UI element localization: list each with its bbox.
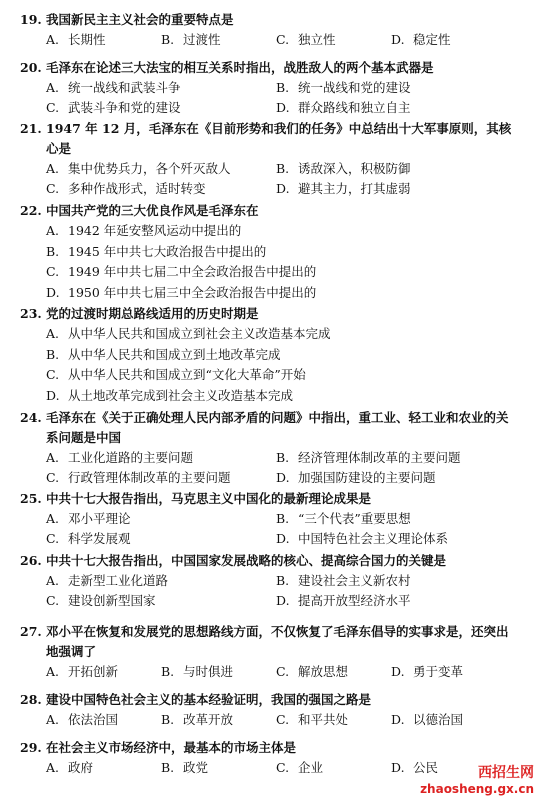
option-list	[20, 159, 520, 199]
answer-option	[46, 529, 276, 549]
option-text: 邓小平理论	[68, 511, 131, 526]
option-text: 以德治国	[413, 712, 464, 727]
option-list	[20, 662, 520, 682]
answer-option	[276, 468, 506, 488]
answer-option	[161, 30, 276, 50]
option-letter: C.	[46, 264, 60, 279]
answer-option	[46, 221, 520, 242]
answer-option	[276, 529, 506, 549]
question-text: 中国共产党的三大优良作风是毛泽东在	[46, 203, 259, 218]
answer-option	[276, 78, 506, 98]
answer-option	[46, 242, 520, 263]
option-text: 建设创新型国家	[68, 593, 156, 608]
answer-option	[46, 509, 276, 529]
answer-option	[46, 468, 276, 488]
option-letter: B.	[161, 760, 175, 775]
option-text: 多种作战形式，适时转变	[68, 181, 206, 196]
answer-option	[46, 324, 520, 345]
question-text: 中共十七大报告指出，中国国家发展战略的核心、提高综合国力的关键是	[46, 553, 447, 568]
option-text: 1942 年延安整风运动中提出的	[68, 223, 242, 238]
option-letter: C.	[46, 181, 60, 196]
option-letter: B.	[161, 32, 175, 47]
option-letter: D.	[46, 284, 60, 300]
question-stem	[20, 304, 520, 324]
option-letter: D.	[276, 593, 290, 608]
option-letter: B.	[46, 243, 60, 259]
option-text: 建设社会主义新农村	[298, 573, 411, 588]
option-letter: A.	[46, 32, 60, 47]
option-letter: D.	[276, 181, 290, 196]
site-watermark	[420, 762, 534, 796]
option-letter: C.	[276, 760, 290, 775]
question-number: 26.	[20, 553, 42, 568]
option-text: 独立性	[298, 32, 336, 47]
question-item	[20, 690, 520, 730]
option-text: 经济管理体制改革的主要问题	[298, 450, 461, 465]
option-text: 与时俱进	[183, 664, 234, 679]
answer-option	[276, 591, 506, 611]
question-item	[20, 58, 520, 118]
option-letter: A.	[46, 511, 60, 526]
answer-option	[46, 365, 520, 386]
answer-option	[276, 448, 506, 468]
option-letter: B.	[276, 511, 290, 526]
option-letter: D.	[391, 712, 405, 727]
question-stem	[20, 58, 520, 78]
option-letter: C.	[276, 664, 290, 679]
option-list	[20, 448, 520, 488]
answer-option	[391, 710, 506, 730]
option-letter: A.	[46, 80, 60, 95]
option-text: 中国特色社会主义理论体系	[298, 531, 449, 546]
option-letter: D.	[391, 760, 405, 775]
option-list	[20, 78, 520, 118]
option-letter: D.	[276, 100, 290, 115]
question-number: 22.	[20, 203, 42, 218]
option-text: 集中优势兵力，各个歼灭敌人	[68, 161, 231, 176]
answer-option	[276, 710, 391, 730]
option-letter: C.	[46, 470, 60, 485]
answer-option	[276, 662, 391, 682]
question-text: 建设中国特色社会主义的基本经验证明，我国的强国之路是	[46, 692, 372, 707]
option-letter: A.	[46, 760, 60, 775]
option-text: 企业	[298, 760, 324, 775]
option-text: 从中华人民共和国成立到社会主义改造基本完成	[68, 326, 331, 341]
option-letter: C.	[46, 100, 60, 115]
answer-option	[46, 179, 276, 199]
option-text: 公民	[413, 760, 439, 775]
question-number: 21.	[20, 121, 42, 136]
question-stem	[20, 489, 520, 509]
question-number: 20.	[20, 60, 42, 75]
option-letter: B.	[276, 573, 290, 588]
option-text: 勇于变革	[413, 664, 464, 679]
option-text: 诱敌深入，积极防御	[298, 161, 411, 176]
watermark-url: zhaosheng.gx.cn	[420, 782, 534, 796]
option-letter: A.	[46, 223, 60, 238]
option-text: 开拓创新	[68, 664, 119, 679]
question-stem	[20, 622, 520, 662]
question-stem	[20, 201, 520, 221]
question-number: 28.	[20, 692, 42, 707]
option-letter: A.	[46, 326, 60, 341]
option-letter: B.	[161, 712, 175, 727]
question-text: 中共十七大报告指出，马克思主义中国化的最新理论成果是	[46, 491, 372, 506]
question-item	[20, 622, 520, 682]
question-stem	[20, 119, 520, 159]
option-text: 长期性	[68, 32, 106, 47]
answer-option	[276, 571, 506, 591]
option-text: “三个代表”重要思想	[298, 511, 411, 526]
answer-option	[276, 30, 391, 50]
option-text: 避其主力，打其虚弱	[298, 181, 411, 196]
option-list	[20, 324, 520, 406]
answer-option	[161, 758, 276, 778]
option-text: 群众路线和独立自主	[298, 100, 411, 115]
answer-option	[161, 662, 276, 682]
answer-option	[46, 448, 276, 468]
option-text: 1950 年中共七届三中全会政治报告中提出的	[68, 284, 317, 300]
option-letter: B.	[276, 450, 290, 465]
answer-option	[276, 98, 506, 118]
question-text: 我国新民主主义社会的重要特点是	[46, 12, 234, 27]
option-letter: A.	[46, 712, 60, 727]
question-text: 邓小平在恢复和发展党的思想路线方面，不仅恢复了毛泽东倡导的实事求是，还突出地强调了	[46, 624, 509, 659]
option-text: 改革开放	[183, 712, 234, 727]
option-text: 行政管理体制改革的主要问题	[68, 470, 231, 485]
option-list	[20, 221, 520, 303]
question-text: 1947 年 12 月，毛泽东在《目前形势和我们的任务》中总结出十大军事原则，其核心是	[46, 121, 512, 156]
option-letter: A.	[46, 450, 60, 465]
answer-option	[46, 345, 520, 366]
option-list	[20, 509, 520, 549]
question-number: 23.	[20, 306, 42, 321]
answer-option	[46, 591, 276, 611]
option-letter: C.	[46, 367, 60, 382]
option-letter: C.	[46, 531, 60, 546]
option-text: 过渡性	[183, 32, 221, 47]
option-letter: D.	[276, 470, 290, 485]
answer-option	[276, 159, 506, 179]
question-item	[20, 201, 520, 303]
option-text: 政党	[183, 760, 209, 775]
option-letter: D.	[276, 531, 290, 546]
option-letter: D.	[46, 387, 60, 403]
option-text: 稳定性	[413, 32, 451, 47]
option-list	[20, 710, 520, 730]
option-text: 加强国防建设的主要问题	[298, 470, 436, 485]
watermark-site-name: 西招生网	[478, 765, 534, 781]
option-letter: D.	[391, 664, 405, 679]
question-number: 25.	[20, 491, 42, 506]
answer-option	[276, 179, 506, 199]
answer-option	[46, 571, 276, 591]
option-text: 1945 年中共七大政治报告中提出的	[68, 243, 267, 259]
option-letter: B.	[161, 664, 175, 679]
question-text: 在社会主义市场经济中，最基本的市场主体是	[46, 740, 297, 755]
option-letter: A.	[46, 161, 60, 176]
option-text: 科学发展观	[68, 531, 131, 546]
question-item	[20, 489, 520, 549]
option-letter: D.	[391, 32, 405, 47]
answer-option	[391, 30, 506, 50]
question-text: 毛泽东在《关于正确处理人民内部矛盾的问题》中指出，重工业、轻工业和农业的关系问题是中国	[46, 410, 509, 445]
answer-option	[46, 30, 161, 50]
option-text: 武装斗争和党的建设	[68, 100, 181, 115]
question-item	[20, 408, 520, 488]
question-stem	[20, 408, 520, 448]
question-stem	[20, 690, 520, 710]
option-list	[20, 30, 520, 50]
question-item	[20, 119, 520, 199]
option-text: 走新型工业化道路	[68, 573, 169, 588]
option-letter: B.	[46, 346, 60, 362]
option-letter: B.	[276, 161, 290, 176]
answer-option	[46, 758, 161, 778]
option-letter: A.	[46, 664, 60, 679]
option-letter: C.	[46, 593, 60, 608]
answer-option	[391, 662, 506, 682]
option-text: 1949 年中共七届二中全会政治报告中提出的	[68, 264, 317, 279]
option-text: 依法治国	[68, 712, 119, 727]
question-stem	[20, 551, 520, 571]
answer-option	[46, 662, 161, 682]
question-text: 党的过渡时期总路线适用的历史时期是	[46, 306, 259, 321]
question-item	[20, 551, 520, 611]
question-number: 27.	[20, 624, 42, 639]
option-text: 提高开放型经济水平	[298, 593, 411, 608]
option-text: 和平共处	[298, 712, 349, 727]
question-number: 24.	[20, 410, 42, 425]
answer-option	[161, 710, 276, 730]
option-text: 统一战线和党的建设	[298, 80, 411, 95]
answer-option	[46, 262, 520, 283]
question-item	[20, 304, 520, 406]
question-stem	[20, 738, 520, 758]
question-stem	[20, 10, 520, 30]
option-letter: C.	[276, 32, 290, 47]
option-text: 统一战线和武装斗争	[68, 80, 181, 95]
answer-option	[46, 710, 161, 730]
answer-option	[46, 386, 520, 407]
question-number: 19.	[20, 12, 42, 27]
answer-option	[46, 98, 276, 118]
question-item	[20, 10, 520, 50]
option-text: 从中华人民共和国成立到土地改革完成	[68, 346, 281, 362]
question-number: 29.	[20, 740, 42, 755]
option-letter: C.	[276, 712, 290, 727]
option-text: 从土地改革完成到社会主义改造基本完成	[68, 387, 294, 403]
option-letter: B.	[276, 80, 290, 95]
answer-option	[46, 78, 276, 98]
option-text: 工业化道路的主要问题	[68, 450, 194, 465]
answer-option	[46, 159, 276, 179]
option-text: 解放思想	[298, 664, 349, 679]
option-text: 政府	[68, 760, 94, 775]
answer-option	[276, 758, 391, 778]
answer-option	[46, 283, 520, 304]
option-list	[20, 571, 520, 611]
option-text: 从中华人民共和国成立到“文化大革命”开始	[68, 367, 306, 382]
option-letter: A.	[46, 573, 60, 588]
answer-option	[276, 509, 506, 529]
question-text: 毛泽东在论述三大法宝的相互关系时指出，战胜敌人的两个基本武器是	[46, 60, 434, 75]
